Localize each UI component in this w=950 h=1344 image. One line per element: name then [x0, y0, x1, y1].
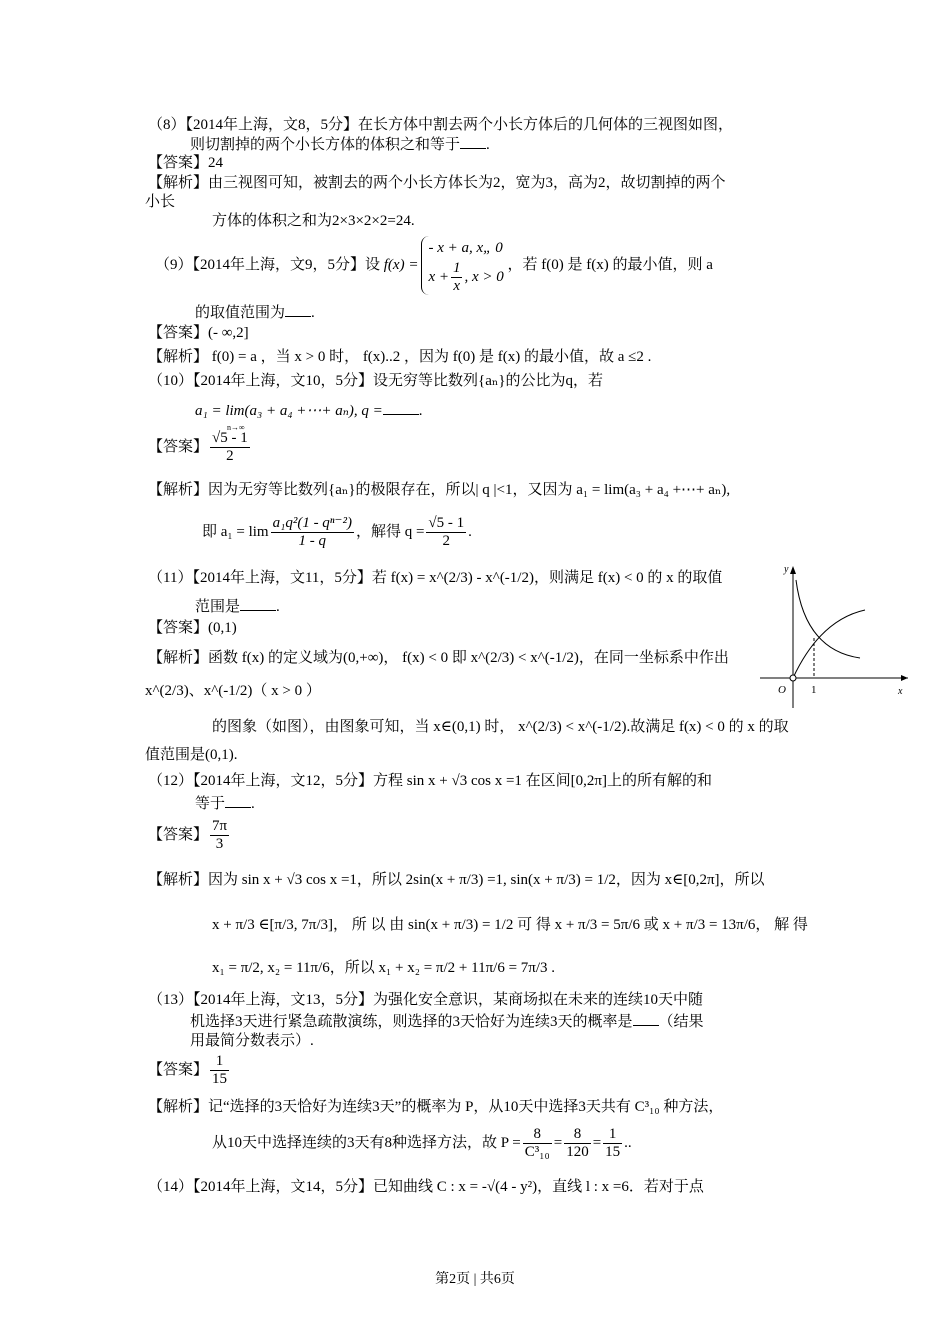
curve-x-two-thirds	[793, 610, 865, 678]
numerator: 1	[210, 1053, 229, 1071]
q12-answer	[148, 816, 231, 854]
text: 的取值范围为	[195, 305, 286, 321]
text: ，若 f(0) 是 f(x) 的最小值，则 a	[507, 256, 713, 273]
q11-analysis-cont3: 值范围是(0,1).	[145, 747, 238, 763]
case-1: - x + a, x„ 0	[428, 240, 503, 256]
text: 机选择3天进行紧急疏散演练，则选择的3天恰好为连续3天的概率是	[190, 1014, 633, 1030]
numerator: √5 - 1	[428, 515, 465, 532]
q10-analysis: 【解析】因为无穷等比数列{aₙ}的极限存在，所以| q |<1，又因为 a₁ = lim(a₃ + a₄ +⋯+ aₙ),	[148, 482, 731, 498]
fraction	[271, 515, 354, 550]
q11-answer: 【答案】(0,1)	[148, 620, 237, 636]
q12-analysis-cont2: x₁ = π/2, x₂ = 11π/6，所以 x₁ + x₂ = π/2 + 11π/6 = 7π/3 .	[212, 960, 556, 976]
fraction	[426, 515, 466, 550]
q10-title: （10）【2014年上海，文10，5分】设无穷等比数列{aₙ}的公比为q，若	[148, 373, 604, 389]
numerator: a₁q²(1 - qⁿ⁻²)	[272, 515, 352, 532]
q11-analysis-cont2: 的图象（如图），由图象可知，当 x∈(0,1) 时， x^(2/3) < x^(-1/2).故满足 f(x) < 0 的 x 的取	[212, 719, 789, 735]
denominator: 15	[605, 1144, 621, 1161]
math: a₁ = lim(a₃ + a₄ +⋯+ aₙ), q =	[195, 403, 383, 419]
q11-analysis: 【解析】函数 f(x) 的定义域为(0,+∞)， f(x) < 0 即 x^(2/3) < x^(-1/2)，在同一坐标系中作出	[148, 650, 729, 666]
text: x +	[428, 268, 449, 285]
denominator: x	[453, 278, 461, 294]
q9-analysis: 【解析】 f(0) = a ，当 x > 0 时， f(x)..2 ，因为 f(0) 是 f(x) 的最小值，故 a ≤2 .	[148, 349, 652, 365]
denominator: 120	[566, 1144, 589, 1161]
x-label: x	[898, 686, 903, 697]
q11-title: （11）【2014年上海，文11，5分】若 f(x) = x^(2/3) - x^(-1/2)，则满足 f(x) < 0 的 x 的取值	[148, 570, 723, 586]
denominator: 2	[226, 448, 234, 465]
math: f(x) =	[383, 256, 419, 273]
q9-answer: 【答案】(- ∞,2]	[148, 325, 249, 341]
text: .	[418, 403, 423, 419]
q13-line2	[190, 1011, 704, 1032]
q8-line2	[190, 134, 490, 155]
label: 【答案】	[148, 439, 209, 455]
denominator: 15	[212, 1071, 228, 1088]
lim-subscript: n→∞	[227, 423, 245, 432]
numerator: √5 - 1	[212, 430, 248, 447]
y-axis-arrow	[790, 566, 796, 574]
q14-title: （14）【2014年上海，文14，5分】已知曲线 C : x = -√(4 - y²)，直线 l : x =6．若对于点	[148, 1179, 704, 1195]
q12-analysis-cont: x + π/3 ∈[π/3, 7π/3]， 所 以 由 sin(x + π/3) = 1/2 可 得 x + π/3 = 5π/6 或 x + π/3 = 13π/6， 解 得	[212, 917, 808, 933]
numerator: 1	[603, 1126, 622, 1144]
denominator: 2	[442, 533, 451, 550]
q9-title	[155, 236, 713, 295]
numerator: 8	[523, 1126, 552, 1144]
q11-line2	[195, 596, 280, 617]
text: 即 a₁ = lim	[202, 524, 269, 540]
text: 从10天中选择连续的3天有8种选择方法，故 P =	[212, 1135, 521, 1151]
y-label: y	[784, 564, 789, 575]
answer-blank	[285, 302, 311, 317]
q12-analysis: 【解析】因为 sin x + √3 cos x =1，所以 2sin(x + π/3) =1, sin(x + π/3) = 1/2，因为 x∈[0,2π]，所以	[148, 872, 765, 888]
q12-line2	[195, 793, 255, 814]
text: （结果	[658, 1014, 704, 1030]
fraction	[564, 1126, 591, 1161]
text: 等于	[195, 796, 226, 812]
answer-blank	[460, 134, 486, 149]
q10-analysis-cont	[202, 512, 472, 552]
fraction	[523, 1126, 552, 1161]
text: .	[276, 599, 280, 615]
answer-blank	[225, 793, 251, 808]
origin-label: O	[778, 684, 786, 696]
q8-title: （8）【2014年上海，文8，5分】在长方体中割去两个小长方体后的几何体的三视图如图，	[148, 117, 734, 133]
text: ，解得 q =	[355, 524, 425, 540]
denominator: 1 - q	[298, 533, 327, 550]
page-footer: 第2页 | 共6页	[435, 1272, 515, 1287]
piecewise-brace	[421, 236, 503, 295]
answer-blank	[383, 400, 419, 415]
text: ..	[624, 1135, 632, 1151]
fraction	[451, 260, 463, 295]
text: 则切割掉的两个小长方体的体积之和等于	[190, 137, 461, 153]
text: .	[251, 796, 255, 812]
text: .	[468, 524, 472, 540]
numerator: 8	[564, 1126, 591, 1144]
q13-title: （13）【2014年上海，文13，5分】为强化安全意识，某商场拟在未来的连续10天中随	[148, 992, 704, 1008]
text: .	[486, 137, 490, 153]
label: 【答案】	[148, 1062, 209, 1078]
q13-analysis-cont: 从10天中选择连续的3天有8种选择方法，故 P = $\frac{8}{\text{C³₁₀}}$ = $\frac{8}{120}$ = $\frac{1}{15}$ ..	[212, 1126, 632, 1161]
q13-answer	[148, 1051, 231, 1089]
text: 范围是	[195, 599, 241, 615]
q11-analysis-cont: x^(2/3)、x^(-1/2)（ x > 0 ）	[145, 683, 321, 699]
fraction	[603, 1126, 622, 1161]
function-graph	[760, 560, 910, 710]
text: （9）【2014年上海，文9，5分】设	[155, 256, 381, 273]
text: , x > 0	[464, 268, 504, 285]
text: .	[311, 305, 315, 321]
q8-analysis: 【解析】由三视图可知，被割去的两个小长方体长为2，宽为3，高为2，故切割掉的两个	[148, 175, 726, 191]
q8-analysis-cont2: 方体的体积之和为2×3×2×2=24.	[212, 213, 415, 229]
numerator: 1	[452, 260, 461, 276]
label: 【答案】	[148, 827, 209, 843]
case-2	[428, 260, 503, 295]
denominator: 3	[215, 836, 224, 853]
q12-title: （12）【2014年上海，文12，5分】方程 sin x + √3 cos x =1 在区间[0,2π]上的所有解的和	[148, 773, 712, 789]
fraction	[210, 430, 250, 465]
answer-blank	[240, 596, 276, 611]
origin-point	[790, 675, 796, 681]
q10-answer	[148, 430, 252, 465]
q9-line2	[195, 302, 315, 323]
q8-answer: 【答案】24	[148, 155, 224, 171]
q8-analysis-cont: 小长	[145, 194, 176, 210]
q13-line3: 用最简分数表示）.	[190, 1033, 314, 1049]
q13-analysis: 【解析】记“选择的3天恰好为连续3天”的概率为 P，从10天中选择3天共有 C³₁₀ 种方法，	[148, 1099, 724, 1115]
numerator: 7π	[212, 818, 228, 835]
denominator: C³₁₀	[524, 1144, 550, 1161]
fraction	[210, 1053, 229, 1088]
fraction	[210, 818, 229, 853]
tick-1: 1	[811, 684, 817, 696]
answer-blank	[633, 1011, 659, 1026]
x-axis-arrow	[901, 675, 908, 681]
curve-x-neg-half	[796, 580, 860, 658]
